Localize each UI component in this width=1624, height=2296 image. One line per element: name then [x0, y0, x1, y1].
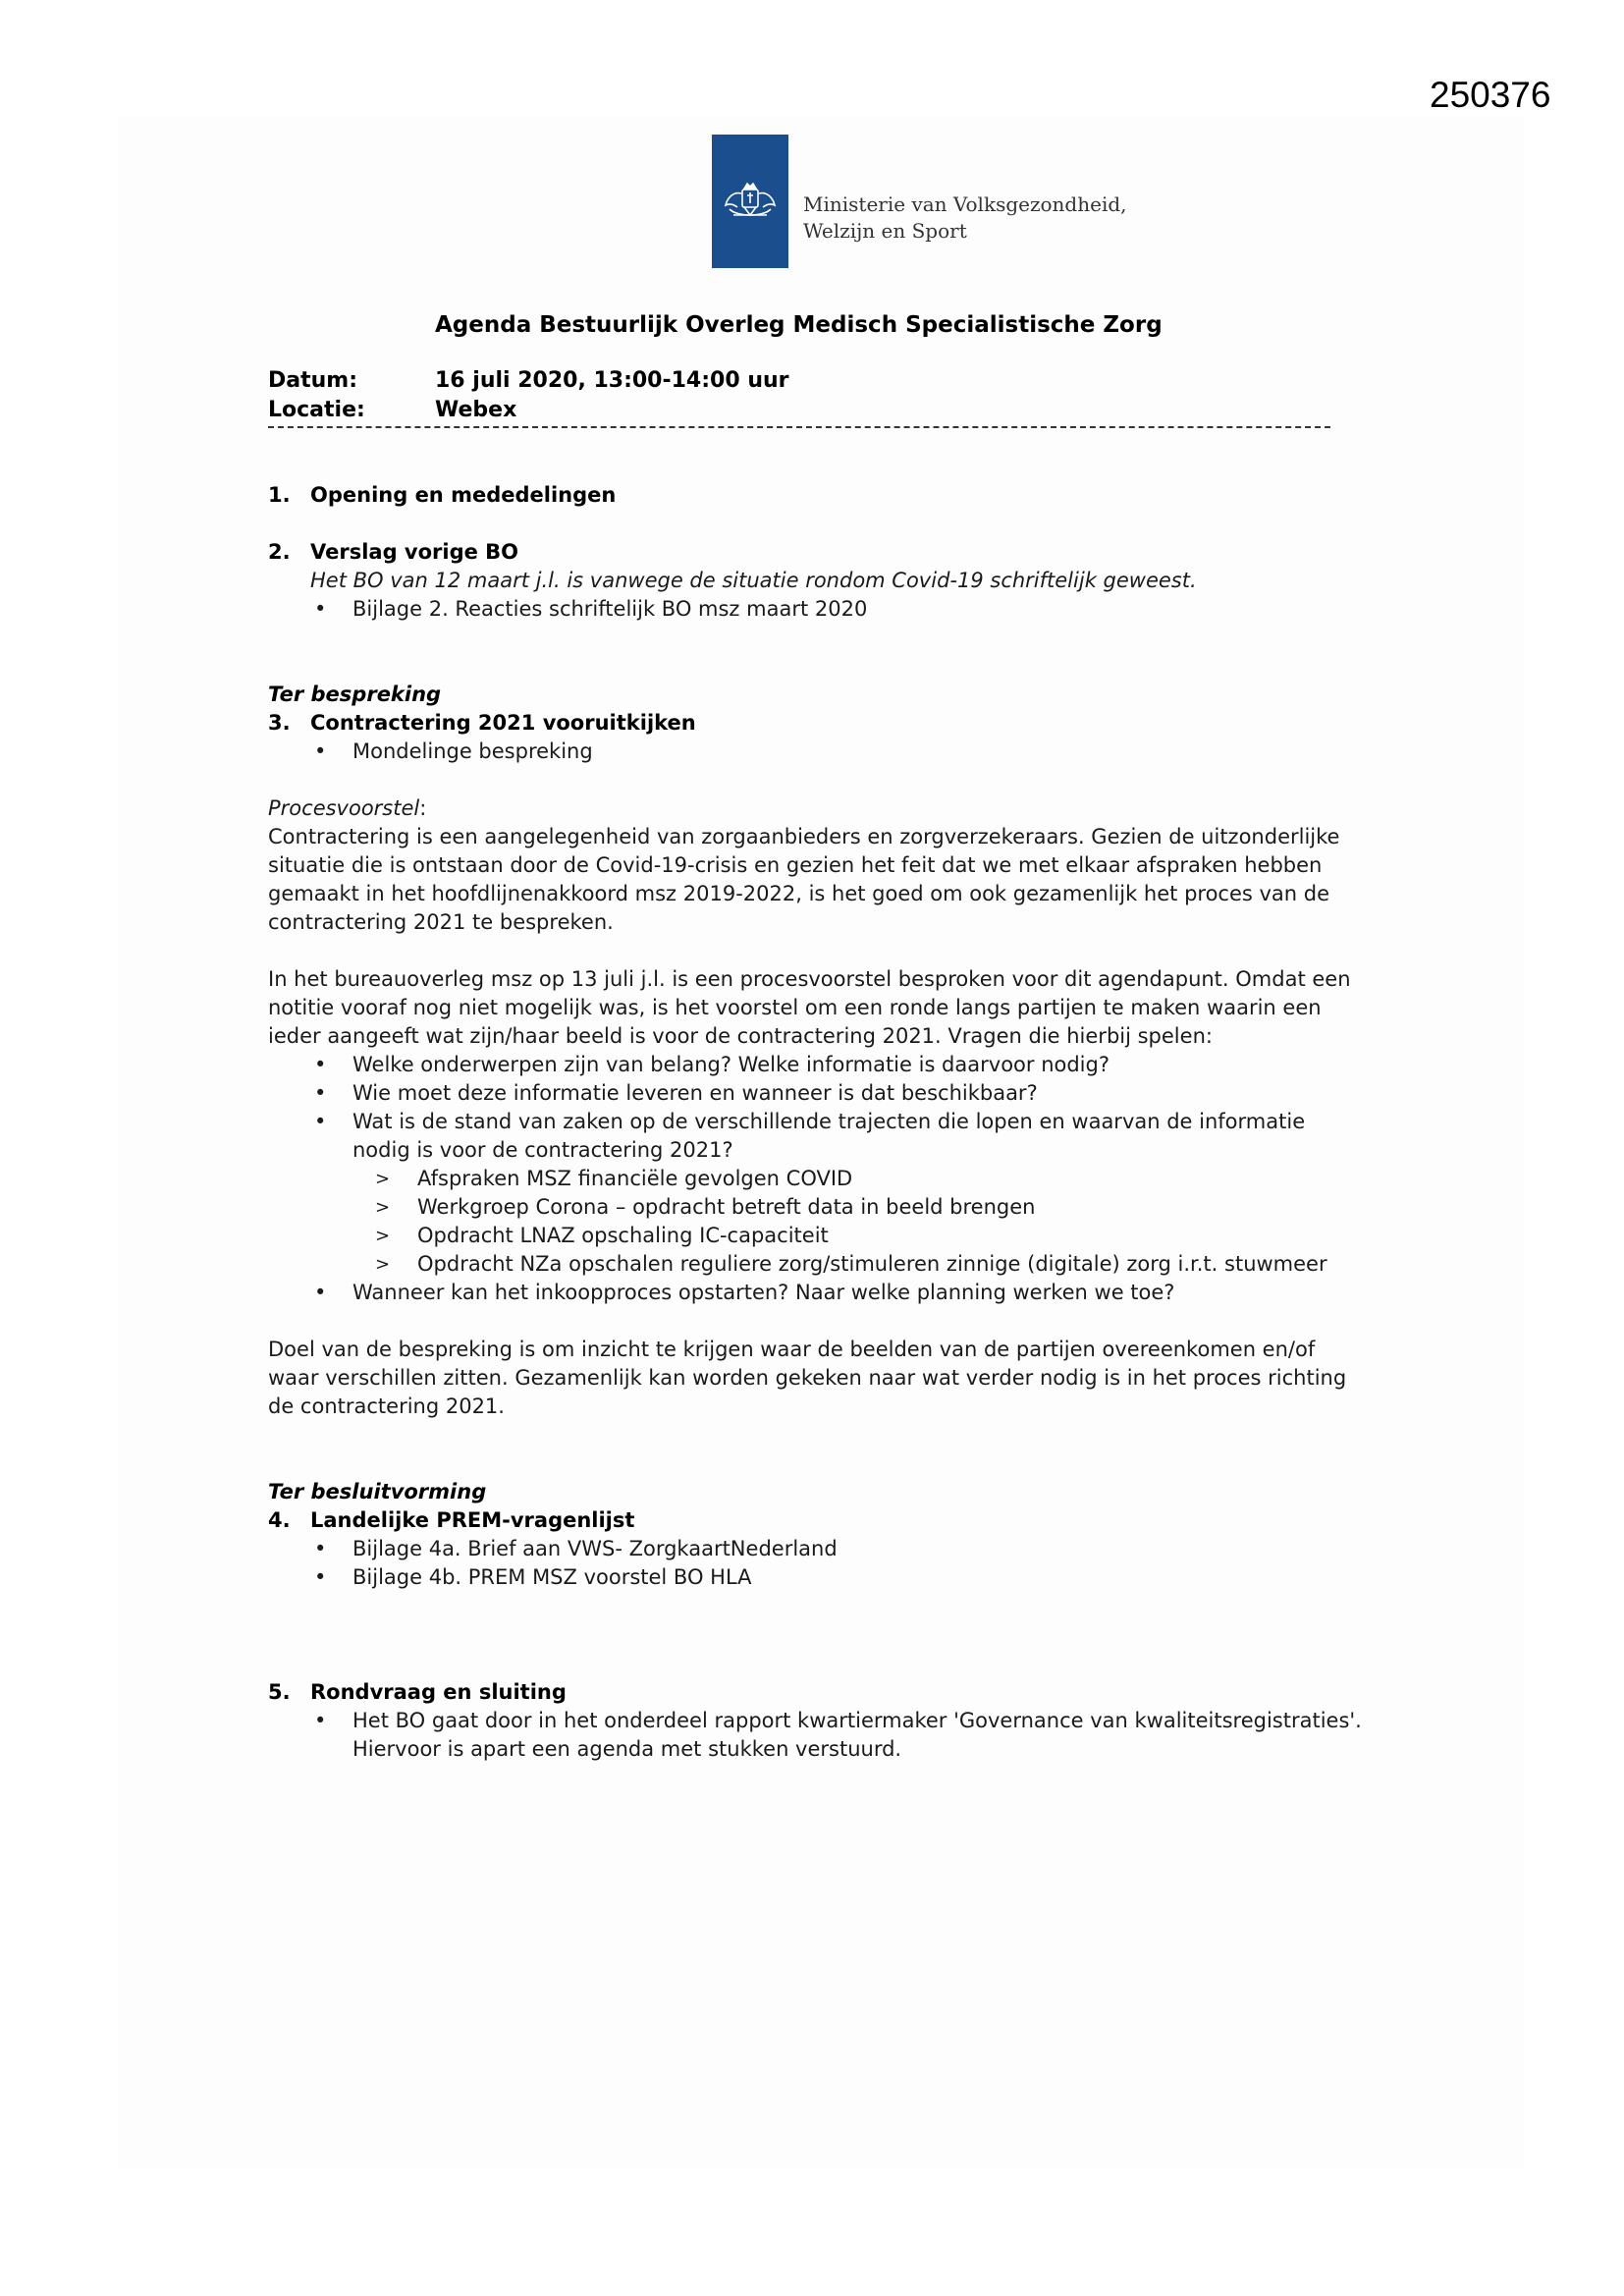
list-item: • Mondelinge bespreking: [310, 738, 1368, 766]
process-proposal-colon: :: [419, 796, 427, 820]
ministry-name: [803, 191, 1127, 245]
process-proposal-label: [268, 794, 1368, 823]
agenda-body: [268, 481, 1368, 1764]
paragraph: Contractering is een aangelegenheid van zorgaanbieders en zorgverzekeraars. Gezien de uitzonderlijke situatie die is ontstaan door de Covid-19-crisis en gezien het feit dat we met elkaar afspraken hebben gemaakt in het hoofdlijnenakkoord msz 2019-2022, is het goed om ook gezamenlijk het proces van de contractering 2021 te bespreken.: [268, 825, 1340, 934]
list-item-text: Wat is de stand van zaken op de verschillende trajecten die lopen en waarvan de informatie nodig is voor de contractering 2021?: [352, 1110, 1306, 1162]
trajectory-list: [352, 1165, 1368, 1279]
item-number: 2.: [268, 540, 291, 564]
list-item: [310, 1108, 1368, 1279]
list-item: • Wanneer kan het inkoopproces opstarten? Naar welke planning werken we toe?: [310, 1279, 1368, 1307]
coat-of-arms-icon: [712, 135, 788, 268]
item-title: Opening en mededelingen: [310, 483, 617, 507]
agenda-item-2: [268, 538, 1368, 567]
location-value: Webex: [435, 398, 517, 422]
question-list: [268, 1051, 1368, 1307]
item-number: 3.: [268, 711, 291, 735]
section-label-discussion: Ter bespreking: [268, 683, 442, 706]
sub-list-item: > Opdracht LNAZ opschaling IC-capaciteit: [375, 1222, 1368, 1250]
list-item: • Bijlage 4b. PREM MSZ voorstel BO HLA: [310, 1563, 1368, 1592]
sub-list-item: > Afspraken MSZ financiële gevolgen COVID: [375, 1165, 1368, 1193]
process-proposal-label-text: Procesvoorstel: [268, 796, 420, 820]
item-title: Verslag vorige BO: [310, 540, 519, 564]
item-number: 1.: [268, 483, 291, 507]
sub-list-item: > Opdracht NZa opschalen reguliere zorg/stimuleren zinnige (digitale) zorg i.r.t. stuwmeer: [375, 1250, 1368, 1279]
item-4-attachments: [268, 1535, 1368, 1592]
list-item: • Het BO gaat door in het onderdeel rapport kwartiermaker 'Governance van kwaliteitsregistraties'. Hiervoor is apart een agenda met stukken verstuurd.: [310, 1707, 1368, 1764]
item-number: 5.: [268, 1680, 291, 1704]
item-number: 4.: [268, 1508, 291, 1532]
item-2-note: Het BO van 12 maart j.l. is vanwege de situatie rondom Covid-19 schriftelijk geweest.: [310, 569, 1197, 592]
sub-list-item: > Werkgroep Corona – opdracht betreft data in beeld brengen: [375, 1193, 1368, 1222]
date-label: Datum:: [268, 368, 358, 393]
list-item: • Wie moet deze informatie leveren en wanneer is dat beschikbaar?: [310, 1079, 1368, 1108]
document-number: 250376: [1430, 75, 1551, 115]
separator-line: [268, 426, 1330, 428]
date-value: 16 juli 2020, 13:00-14:00 uur: [435, 368, 789, 393]
item-title: Contractering 2021 vooruitkijken: [310, 711, 696, 735]
list-item: • Bijlage 2. Reacties schriftelijk BO msz maart 2020: [310, 595, 1368, 624]
government-logo: [712, 135, 788, 268]
item-3-attachments: [268, 738, 1368, 766]
item-title: Rondvraag en sluiting: [310, 1680, 567, 1704]
paragraph: Doel van de bespreking is om inzicht te krijgen waar de beelden van de partijen overeenkomen en/of waar verschillen zitten. Gezamenlijk kan worden gekeken naar wat verder nodig is in het proces richting de contractering 2021.: [268, 1338, 1347, 1418]
paragraph: In het bureauoverleg msz op 13 juli j.l. is een procesvoorstel besproken voor dit agendapunt. Omdat een notitie vooraf nog niet mogelijk was, is het voorstel om een ronde langs partijen te maken waarin een ieder aangeeft wat zijn/haar beeld is voor de contractering 2021. Vragen die hierbij spelen:: [268, 967, 1351, 1048]
item-title: Landelijke PREM-vragenlijst: [310, 1508, 635, 1532]
agenda-title: Agenda Bestuurlijk Overleg Medisch Specialistische Zorg: [435, 312, 1163, 338]
list-item: • Bijlage 4a. Brief aan VWS- ZorgkaartNederland: [310, 1535, 1368, 1563]
ministry-name-line2: Welzijn en Sport: [803, 219, 967, 243]
item-2-attachments: [268, 595, 1368, 624]
agenda-item-4: [268, 1506, 1368, 1535]
ministry-name-line1: Ministerie van Volksgezondheid,: [803, 192, 1127, 216]
agenda-item-5: [268, 1678, 1368, 1707]
list-item: • Welke onderwerpen zijn van belang? Welke informatie is daarvoor nodig?: [310, 1051, 1368, 1079]
item-5-notes: [268, 1707, 1368, 1764]
location-label: Locatie:: [268, 398, 365, 422]
section-label-decision: Ter besluitvorming: [268, 1480, 487, 1503]
agenda-item-3: [268, 709, 1368, 738]
agenda-item-1: [268, 481, 1368, 510]
